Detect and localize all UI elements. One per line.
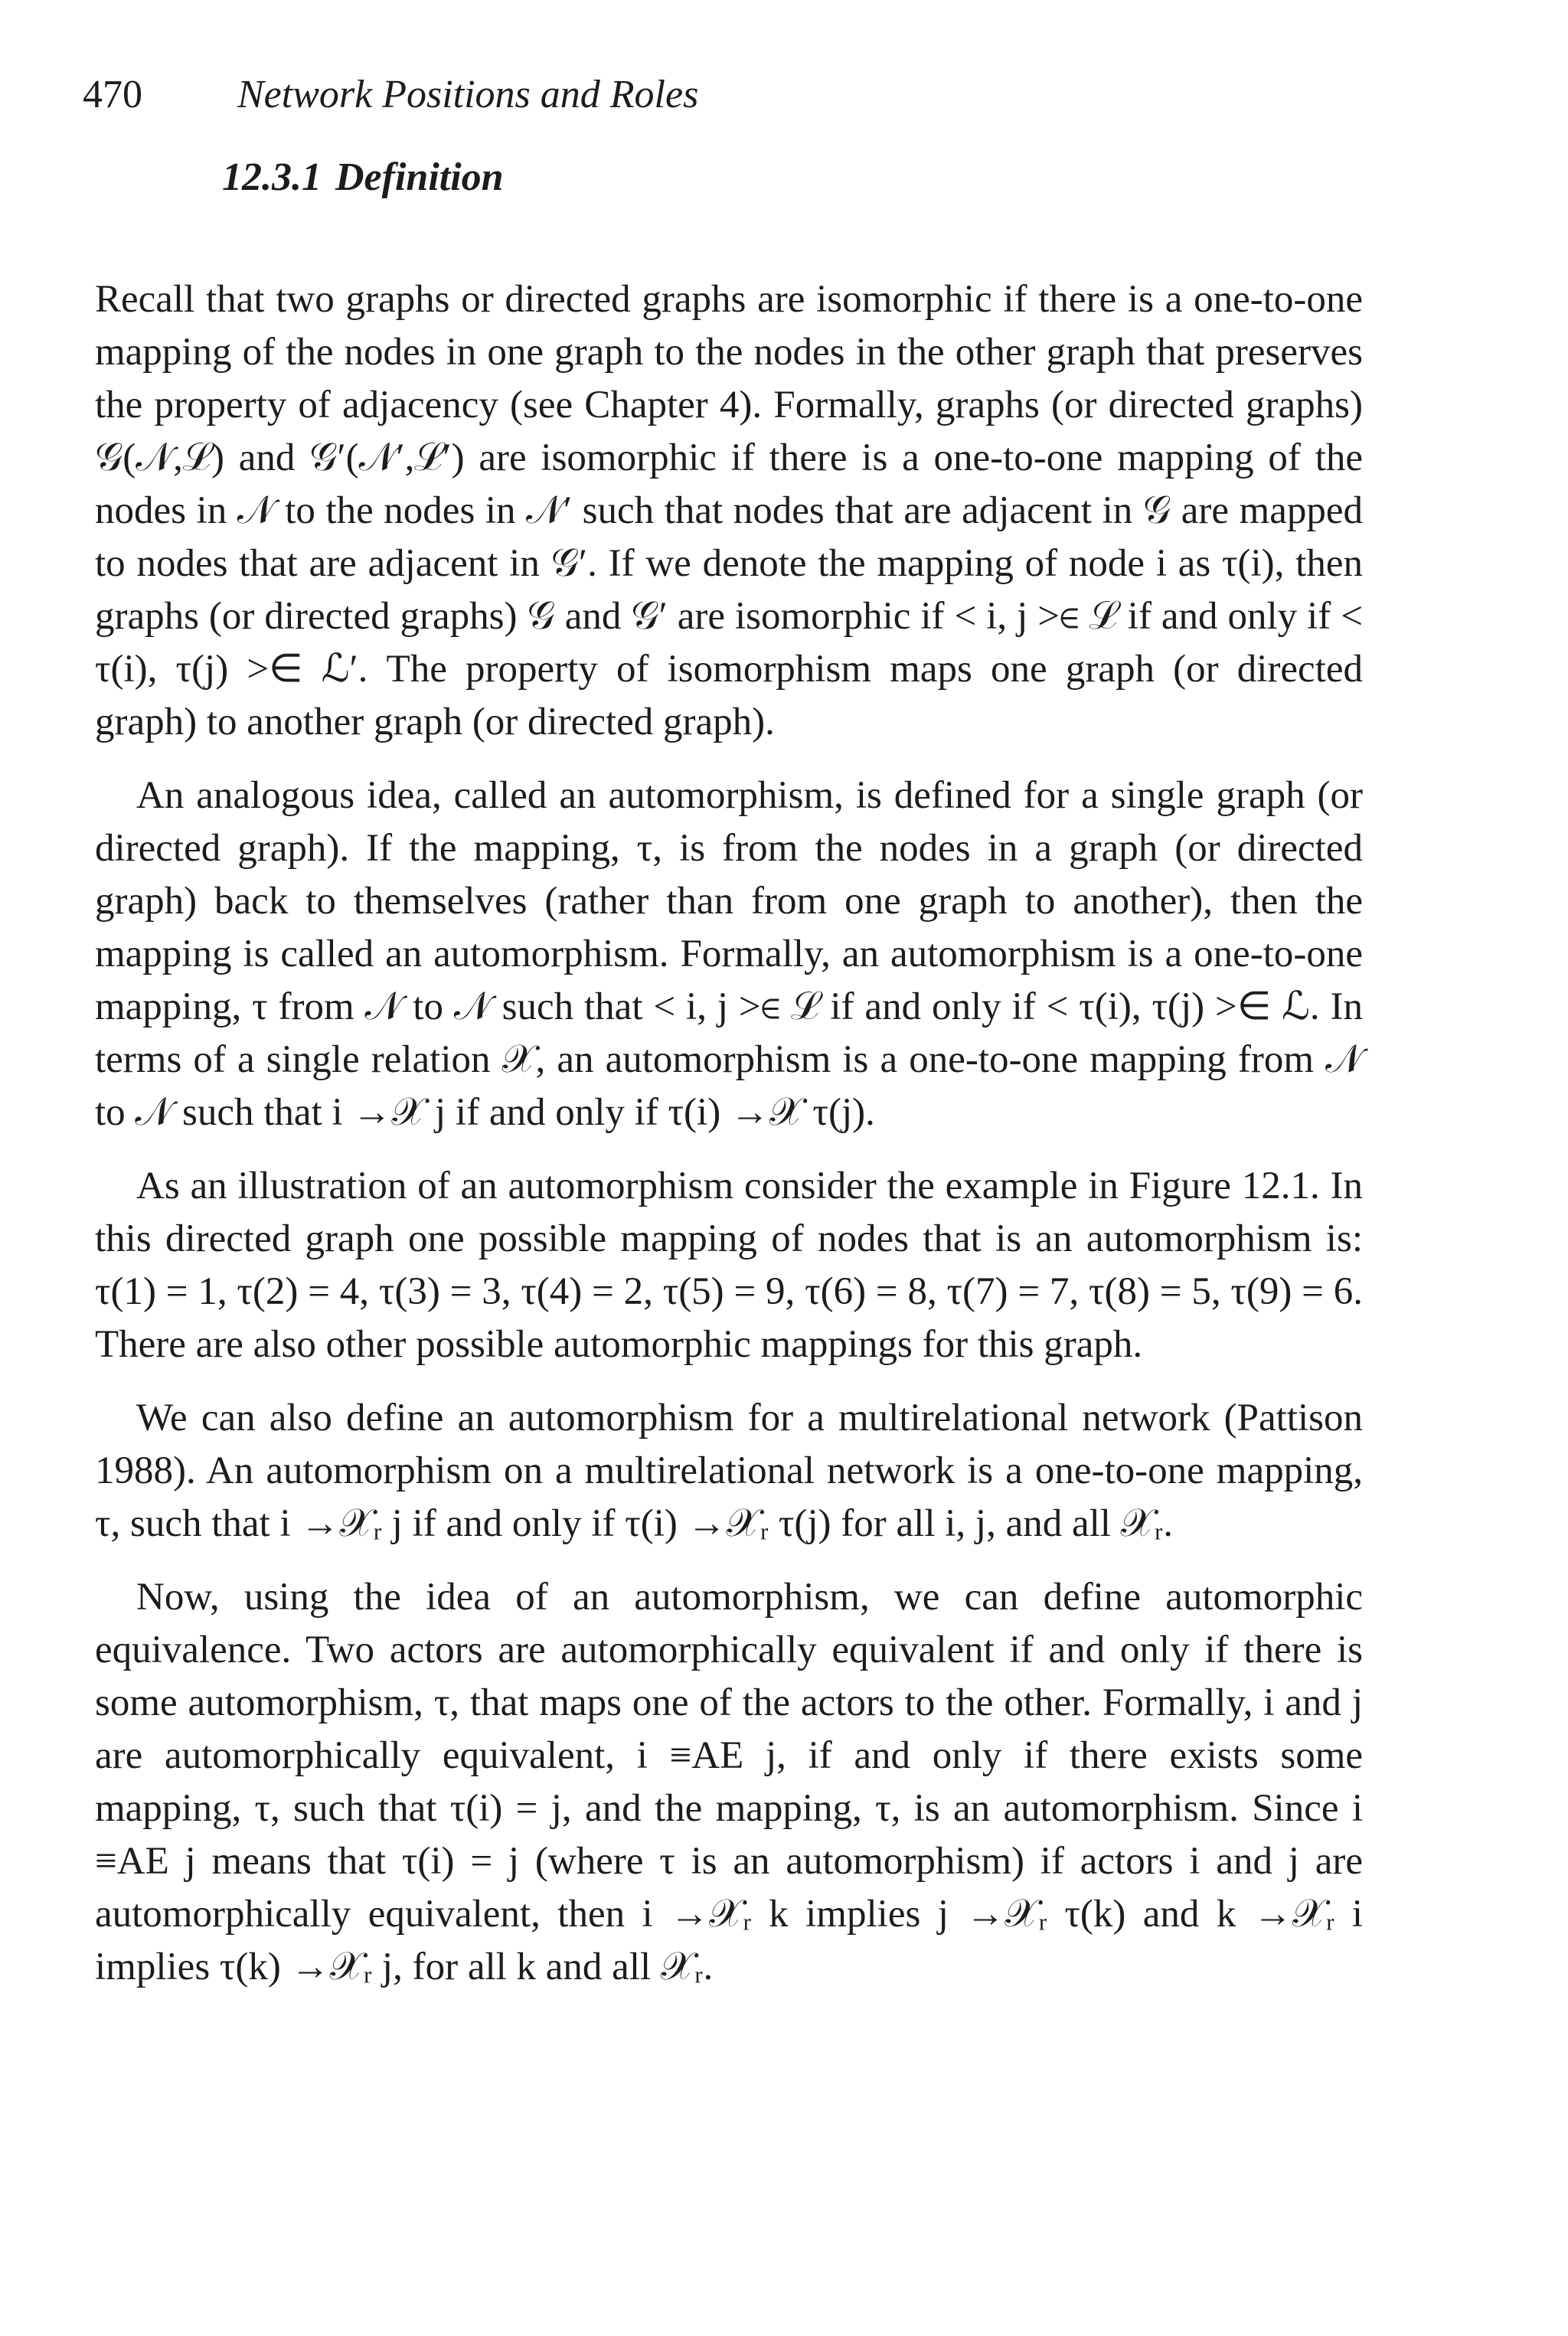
running-head: [83, 70, 698, 119]
paragraph-multirelational: We can also define an automorphism for a multirelational network (Pattison 1988). An automorphism on a multirelational network is a one-to-one mapping, τ, such that i →𝒳ᵣ j if and only if τ(i) →𝒳ᵣ τ(j) for all i, j, and all 𝒳ᵣ.: [95, 1397, 1363, 1545]
body-text: [95, 273, 1363, 1994]
paragraph-automorphic-equivalence: Now, using the idea of an automorphism, we can define automorphic equivalence. Two actors are automorphically equivalent if and only if there is some automorphism, τ, that maps one of the actors to the other. Formally, i and j are automorphically equivalent, i ≡AE j, if and only if there exists some mapping, τ, such that τ(i) = j, and the mapping, τ, is an automorphism. Since i ≡AE j means that τ(i) = j (where τ is an automorphism) if actors i and j are automorphically equivalent, then i →𝒳ᵣ k implies j →𝒳ᵣ τ(k) and k →𝒳ᵣ i implies τ(k) →𝒳ᵣ j, for all k and all 𝒳ᵣ.: [95, 1576, 1363, 1988]
paragraph-isomorphism: Recall that two graphs or directed graphs are isomorphic if there is a one-to-one mapping of the nodes in one graph to the nodes in the other graph that preserves the property of adjacency (see Chapter 4). Formally, graphs (or directed graphs) 𝒢(𝒩,ℒ) and 𝒢′(𝒩′,ℒ′) are isomorphic if there is a one-to-one mapping of the nodes in 𝒩 to the nodes in 𝒩′ such that nodes that are adjacent in 𝒢 are mapped to nodes that are adjacent in 𝒢′. If we denote the mapping of node i as τ(i), then graphs (or directed graphs) 𝒢 and 𝒢′ are isomorphic if < i, j >∈ ℒ if and only if < τ(i), τ(j) >∈ ℒ′. The property of isomorphism maps one graph (or directed graph) to another graph (or directed graph).: [95, 278, 1363, 743]
paragraph-automorphism: An analogous idea, called an automorphism, is defined for a single graph (or directed graph). If the mapping, τ, is from the nodes in a graph (or directed graph) back to themselves (rather than from one graph to another), then the mapping is called an automorphism. Formally, an automorphism is a one-to-one mapping, τ from 𝒩 to 𝒩 such that < i, j >∈ ℒ if and only if < τ(i), τ(j) >∈ ℒ. In terms of a single relation 𝒳, an automorphism is a one-to-one mapping from 𝒩 to 𝒩 such that i →𝒳 j if and only if τ(i) →𝒳 τ(j).: [95, 774, 1363, 1134]
running-title: Network Positions and Roles: [237, 73, 699, 116]
paragraph-illustration: As an illustration of an automorphism consider the example in Figure 12.1. In this directed graph one possible mapping of nodes that is an automorphism is: τ(1) = 1, τ(2) = 4, τ(3) = 3, τ(4) = 2, τ(5) = 9, τ(6) = 8, τ(7) = 7, τ(8) = 5, τ(9) = 6. There are also other possible automorphic mappings for this graph.: [95, 1165, 1363, 1366]
page-number: 470: [83, 73, 142, 116]
section-heading: [222, 153, 504, 202]
section-title: Definition: [335, 155, 504, 199]
section-number: 12.3.1: [222, 155, 322, 199]
